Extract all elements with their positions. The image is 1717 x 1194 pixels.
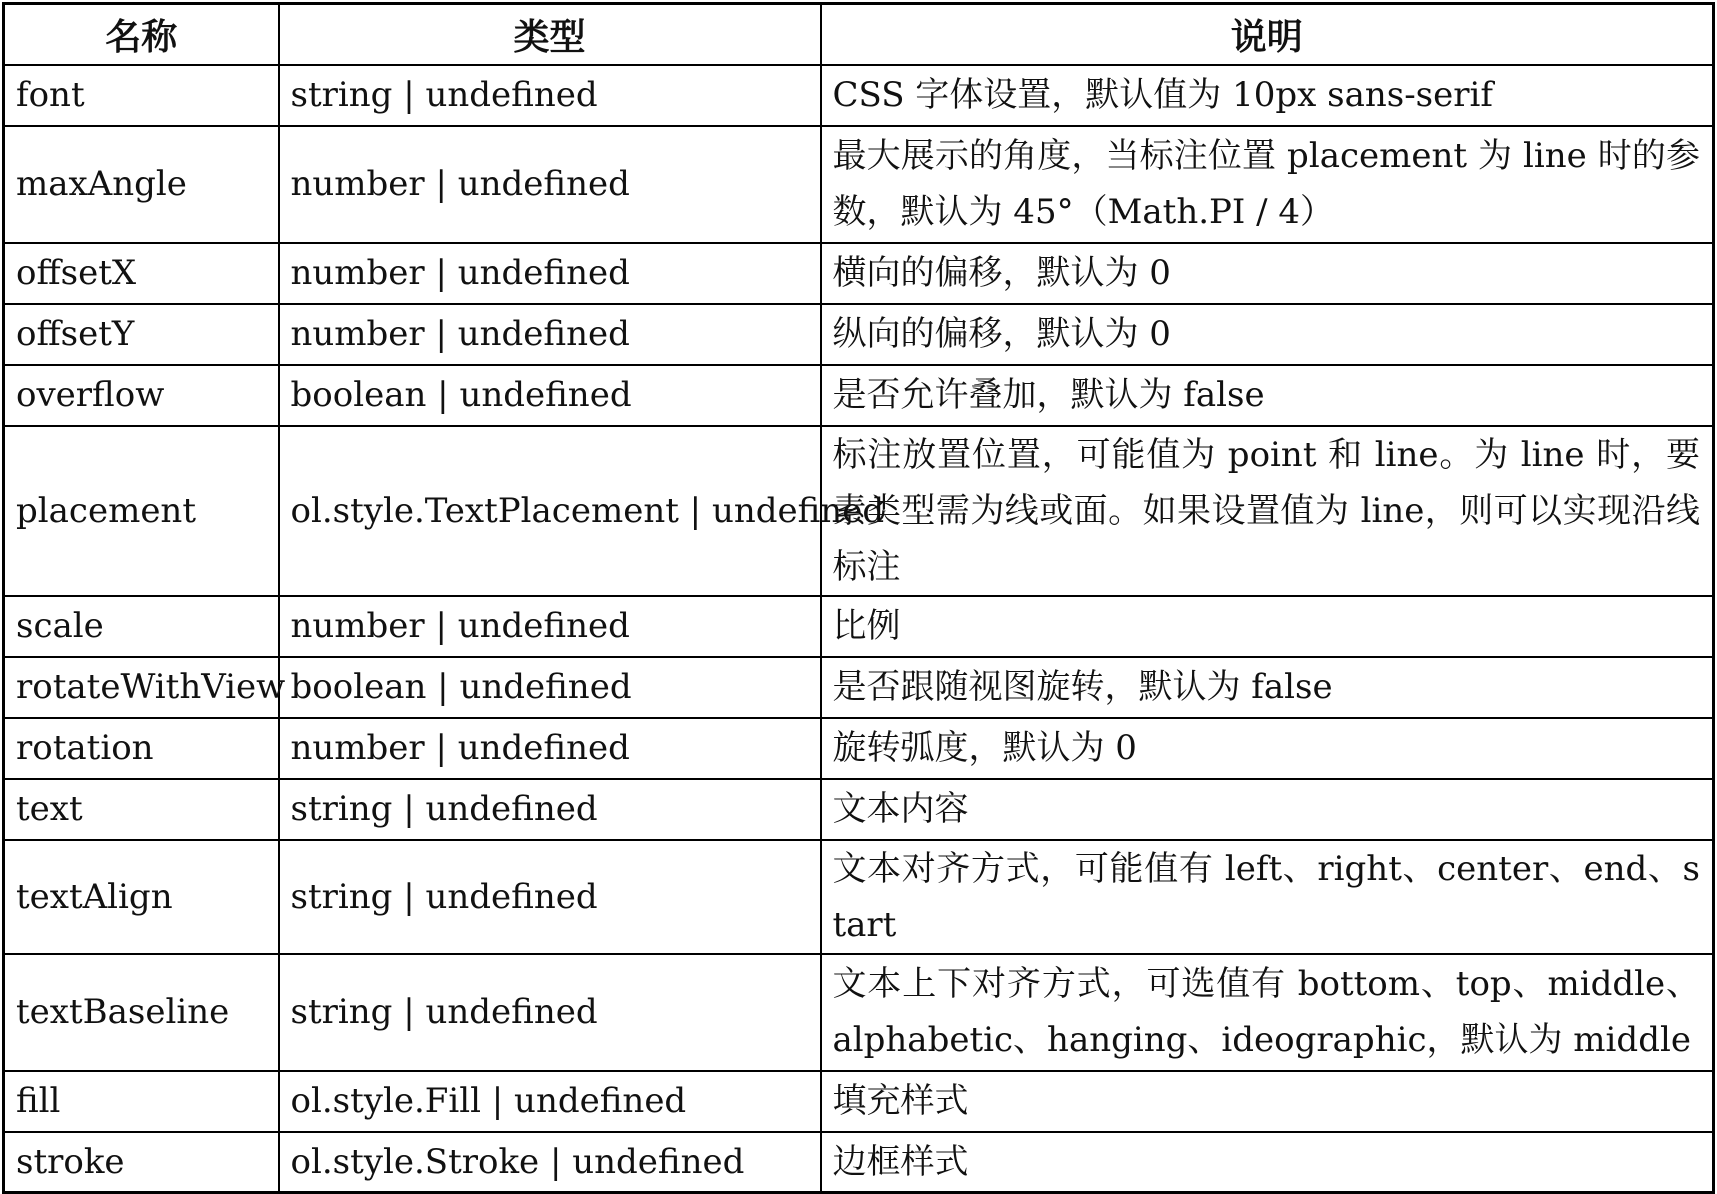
table-row (4, 65, 1714, 126)
param-name: stroke (4, 1132, 279, 1193)
parameter-table (2, 2, 1715, 1194)
table-row (4, 1071, 1714, 1132)
param-name: placement (4, 426, 279, 596)
param-name: fill (4, 1071, 279, 1132)
param-description: 旋转弧度，默认为 0 (821, 718, 1714, 779)
param-type: boolean | undefined (279, 365, 821, 426)
param-description: 文本内容 (821, 779, 1714, 840)
table-row (4, 304, 1714, 365)
param-description: 纵向的偏移，默认为 0 (821, 304, 1714, 365)
param-type: string | undefined (279, 65, 821, 126)
param-description: 填充样式 (821, 1071, 1714, 1132)
table-row (4, 596, 1714, 657)
param-name: overflow (4, 365, 279, 426)
header-name: 名称 (4, 4, 279, 65)
param-name: offsetY (4, 304, 279, 365)
header-description: 说明 (821, 4, 1714, 65)
param-type: number | undefined (279, 596, 821, 657)
table-row (4, 1132, 1714, 1193)
param-name: textAlign (4, 840, 279, 954)
param-type: string | undefined (279, 779, 821, 840)
param-type: ol.style.TextPlacement | undefined (279, 426, 821, 596)
param-description: 最大展示的角度，当标注位置 placement 为 line 时的参数，默认为 45°（Math.PI / 4） (821, 126, 1714, 243)
param-name: offsetX (4, 243, 279, 304)
param-description: 比例 (821, 596, 1714, 657)
param-description: 横向的偏移，默认为 0 (821, 243, 1714, 304)
table-row (4, 718, 1714, 779)
table-row (4, 779, 1714, 840)
param-type: number | undefined (279, 126, 821, 243)
param-type: boolean | undefined (279, 657, 821, 718)
param-name: maxAngle (4, 126, 279, 243)
param-type: number | undefined (279, 718, 821, 779)
param-type: ol.style.Fill | undefined (279, 1071, 821, 1132)
param-name: text (4, 779, 279, 840)
param-name: font (4, 65, 279, 126)
param-description: 是否允许叠加，默认为 false (821, 365, 1714, 426)
table-header-row (4, 4, 1714, 65)
table-row (4, 243, 1714, 304)
param-name: rotateWithView (4, 657, 279, 718)
table-row (4, 657, 1714, 718)
param-type: string | undefined (279, 954, 821, 1071)
param-name: scale (4, 596, 279, 657)
param-description: 文本对齐方式，可能值有 left、right、center、end、start (821, 840, 1714, 954)
table-row (4, 426, 1714, 596)
param-description: 是否跟随视图旋转，默认为 false (821, 657, 1714, 718)
param-type: number | undefined (279, 304, 821, 365)
param-description: 标注放置位置，可能值为 point 和 line。为 line 时，要素类型需为线或面。如果设置值为 line，则可以实现沿线标注 (821, 426, 1714, 596)
param-description: 边框样式 (821, 1132, 1714, 1193)
table-row (4, 365, 1714, 426)
header-type: 类型 (279, 4, 821, 65)
param-description: CSS 字体设置，默认值为 10px sans-serif (821, 65, 1714, 126)
table-row (4, 954, 1714, 1071)
param-type: ol.style.Stroke | undefined (279, 1132, 821, 1193)
param-type: string | undefined (279, 840, 821, 954)
table-row (4, 840, 1714, 954)
document-sheet (2, 2, 1715, 1182)
param-name: textBaseline (4, 954, 279, 1071)
param-name: rotation (4, 718, 279, 779)
table-row (4, 126, 1714, 243)
param-description: 文本上下对齐方式，可选值有 bottom、top、middle、alphabetic、hanging、ideographic，默认为 middle (821, 954, 1714, 1071)
param-type: number | undefined (279, 243, 821, 304)
